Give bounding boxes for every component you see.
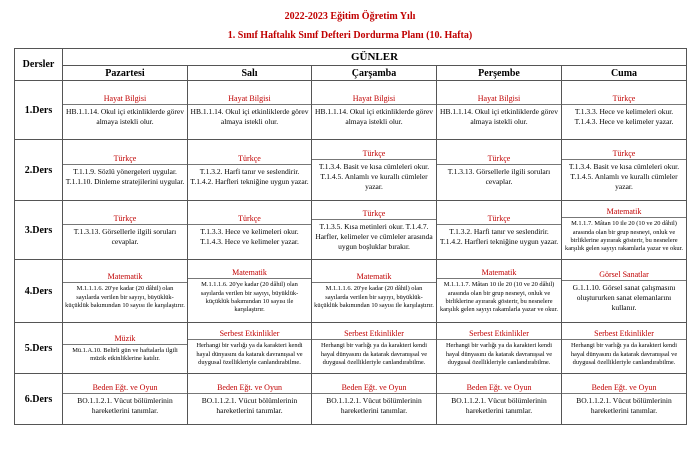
dersler-header: Dersler	[15, 49, 63, 81]
subject-label: Beden Eğt. ve Oyun	[63, 382, 187, 394]
plan-cell	[437, 81, 562, 140]
objective-text: BO.1.1.2.1. Vücut bölümlerinin hareketlerini tanımlar.	[201, 396, 298, 415]
plan-cell	[188, 201, 312, 260]
subject-label: Hayat Bilgisi	[188, 93, 311, 105]
plan-cell	[188, 323, 312, 374]
subject-label: Beden Eğt. ve Oyun	[312, 382, 436, 394]
subject-label: Matematik	[312, 271, 436, 283]
plan-cell	[437, 260, 562, 323]
objective-text: T.1.3.3. Hece ve kelimeleri okur. T.1.4.3. Hece ve kelimeler yazar.	[574, 107, 674, 126]
header-row-gunler	[15, 49, 687, 66]
subject-label: Türkçe	[437, 213, 561, 225]
objective-text: G.1.1.10. Görsel sanat çalışmasını oluştururken sanat elemanlarını kullanır.	[572, 283, 676, 312]
subject-label: Beden Eğt. ve Oyun	[188, 382, 311, 394]
objective-text: Mü.1.A.10. Belirli gün ve haftalarla ilgili müzik etkinliklerine katılır.	[72, 346, 178, 362]
table-row	[15, 374, 687, 425]
subject-label: Türkçe	[312, 148, 436, 160]
plan-cell	[562, 323, 687, 374]
subject-label: Hayat Bilgisi	[437, 93, 561, 105]
objective-text: T.1.3.5. Kısa metinleri okur. T.1.4.7. Harfler, kelimeler ve cümleler arasında uygun boşluklar bırakır.	[315, 222, 433, 251]
day-header-sali: Salı	[188, 66, 312, 81]
header-row-days	[15, 66, 687, 81]
subject-label: Matematik	[63, 271, 187, 283]
subject-label: Türkçe	[312, 208, 436, 220]
objective-text: Herhangi bir varlığı ya da karakteri kendi hayal dünyasını da katarak davranışsal ve duygusal özellikleriyle canlandırabilme.	[570, 342, 678, 367]
plan-cell	[312, 81, 437, 140]
subject-label: Beden Eğt. ve Oyun	[562, 382, 686, 394]
objective-text: Herhangi bir varlığı ya da karakteri kendi hayal dünyasını da katarak davranışsal ve duygusal özellikleriyle canlandırabilme.	[445, 342, 553, 367]
objective-text: BO.1.1.2.1. Vücut bölümlerinin hareketlerini tanımlar.	[451, 396, 547, 415]
lesson-label: 1.Ders	[15, 81, 63, 140]
objective-text: T.1.3.3. Hece ve kelimeleri okur. T.1.4.3. Hece ve kelimeler yazar.	[200, 227, 299, 246]
objective-text: M.1.1.1.6. 20'ye kadar (20 dâhil) olan sayılarda verilen bir sayıyı, büyüklük-küçüklük bakımından 10 sayısı ile karşılaştırır.	[314, 285, 434, 310]
plan-cell	[437, 140, 562, 201]
objective-text: BO.1.1.2.1. Vücut bölümlerinin hareketlerini tanımlar.	[77, 396, 173, 415]
objective-text: M.1.1.1.6. 20'ye kadar (20 dâhil) olan sayılarda verilen bir sayıyı, büyüklük-küçüklük bakımından 10 sayısı ile karşılaştırır.	[200, 281, 299, 314]
subject-label: Türkçe	[562, 93, 686, 105]
document-subtitle: 1. Sınıf Haftalık Sınıf Defteri Dordurma Planı (10. Hafta)	[227, 30, 473, 41]
day-header-pazartesi: Pazartesi	[63, 66, 188, 81]
subject-label: Beden Eğt. ve Oyun	[437, 382, 561, 394]
subject-label: Matematik	[437, 267, 561, 279]
subject-label: Görsel Sanatlar	[562, 269, 686, 281]
subject-label: Türkçe	[437, 153, 561, 165]
objective-text: T.1.3.13. Görsellerle ilgili soruları cevaplar.	[447, 167, 551, 186]
objective-text: M.1.1.1.7. Mâtan 10 ile 20 (10 ve 20 dâhil) arasında olan bir grup nesneyi, onluk ve birliklerine ayırarak gösterir, bu nesnelere karşılık gelen sayıyı rakamlarla yazar ve okur.	[439, 281, 558, 314]
plan-cell	[188, 140, 312, 201]
table-row	[15, 140, 687, 201]
plan-cell	[63, 374, 188, 425]
subject-label: Türkçe	[63, 153, 187, 165]
subject-label: Türkçe	[63, 213, 187, 225]
objective-text: M.1.1.7. Mâtan 10 ile 20 (10 ve 20 dâhil) arasında olan bir grup nesneyi, onluk ve birliklerine ayırarak gösterir, bu nesnelere karşılık gelen sayıyı rakamlarla yazar ve okur.	[565, 220, 684, 253]
plan-cell	[312, 260, 437, 323]
subject-label: Türkçe	[188, 153, 311, 165]
lesson-label: 6.Ders	[15, 374, 63, 425]
plan-cell	[437, 374, 562, 425]
subject-label: Hayat Bilgisi	[312, 93, 436, 105]
subject-label: Türkçe	[188, 213, 311, 225]
plan-cell	[188, 260, 312, 323]
plan-cell	[562, 260, 687, 323]
objective-text: T.1.3.2. Harfi tanır ve seslendirir. T.1.4.2. Harfleri tekniğine uygun yazar.	[190, 167, 309, 186]
subject-label: Serbest Etkinlikler	[562, 328, 686, 340]
objective-text: M.1.1.1.6. 20'ye kadar (20 dâhil) olan sayılarda verilen bir sayıyı, büyüklük-küçüklük bakımından 10 sayısı ile karşılaştırır.	[65, 285, 185, 310]
objective-text: HB.1.1.14. Okul içi etkinliklerde görev almaya istekli olur.	[66, 107, 184, 126]
plan-cell	[437, 323, 562, 374]
day-header-carsamba: Çarşamba	[312, 66, 437, 81]
plan-cell	[562, 140, 687, 201]
objective-text: Herhangi bir varlığı ya da karakteri kendi hayal dünyasını da katarak davranışsal ve duygusal özellikleriyle canlandırabilme.	[320, 342, 428, 367]
gunler-header: GÜNLER	[63, 49, 687, 66]
plan-cell	[562, 81, 687, 140]
subject-label: Serbest Etkinlikler	[437, 328, 561, 340]
weekly-plan-table	[14, 48, 687, 425]
plan-cell	[437, 201, 562, 260]
day-header-cuma: Cuma	[562, 66, 687, 81]
lesson-label: 5.Ders	[15, 323, 63, 374]
lesson-label: 3.Ders	[15, 201, 63, 260]
plan-cell	[63, 260, 188, 323]
plan-cell	[63, 81, 188, 140]
plan-cell	[63, 323, 188, 374]
plan-cell	[63, 201, 188, 260]
plan-cell	[312, 374, 437, 425]
subject-label: Serbest Etkinlikler	[188, 328, 311, 340]
subject-label: Hayat Bilgisi	[63, 93, 187, 105]
document-title: 2022-2023 Eğitim Öğretim Yılı	[284, 11, 416, 22]
subject-label: Serbest Etkinlikler	[312, 328, 436, 340]
day-header-persembe: Perşembe	[437, 66, 562, 81]
table-row	[15, 201, 687, 260]
objective-text: T.1.1.9. Sözlü yönergeleri uygular. T.1.1.10. Dinleme stratejilerini uygular.	[65, 167, 185, 186]
objective-text: T.1.3.2. Harfi tanır ve seslendirir. T.1.4.2. Harfleri tekniğine uygun yazar.	[439, 227, 559, 246]
plan-cell	[562, 374, 687, 425]
table-row	[15, 81, 687, 140]
table-row	[15, 323, 687, 374]
lesson-label: 2.Ders	[15, 140, 63, 201]
objective-text: HB.1.1.14. Okul içi etkinliklerde görev almaya istekli olur.	[315, 107, 433, 126]
subject-label: Matematik	[562, 206, 686, 218]
objective-text: T.1.3.13. Görsellerle ilgili soruları cevaplar.	[73, 227, 177, 246]
objective-text: T.1.3.4. Basit ve kısa cümleleri okur. T.1.4.5. Anlamlı ve kurallı cümleler yazar.	[568, 162, 680, 191]
lesson-label: 4.Ders	[15, 260, 63, 323]
plan-cell	[188, 81, 312, 140]
plan-cell	[562, 201, 687, 260]
plan-cell	[188, 374, 312, 425]
plan-cell	[312, 201, 437, 260]
subject-label: Müzik	[63, 333, 187, 345]
objective-text: Herhangi bir varlığı ya da karakteri kendi hayal dünyasını da katarak davranışsal ve duygusal özellikleriyle canlandırabilme.	[196, 342, 303, 367]
plan-cell	[312, 323, 437, 374]
objective-text: HB.1.1.14. Okul içi etkinliklerde görev almaya istekli olur.	[190, 107, 309, 126]
subject-label: Matematik	[188, 267, 311, 279]
table-row	[15, 260, 687, 323]
objective-text: BO.1.1.2.1. Vücut bölümlerinin hareketlerini tanımlar.	[326, 396, 422, 415]
objective-text: BO.1.1.2.1. Vücut bölümlerinin hareketlerini tanımlar.	[576, 396, 672, 415]
subject-label: Türkçe	[562, 148, 686, 160]
plan-cell	[312, 140, 437, 201]
plan-cell	[63, 140, 188, 201]
objective-text: HB.1.1.14. Okul içi etkinliklerde görev almaya istekli olur.	[440, 107, 558, 126]
objective-text: T.1.3.4. Basit ve kısa cümleleri okur. T.1.4.5. Anlamlı ve kurallı cümleler yazar.	[318, 162, 430, 191]
